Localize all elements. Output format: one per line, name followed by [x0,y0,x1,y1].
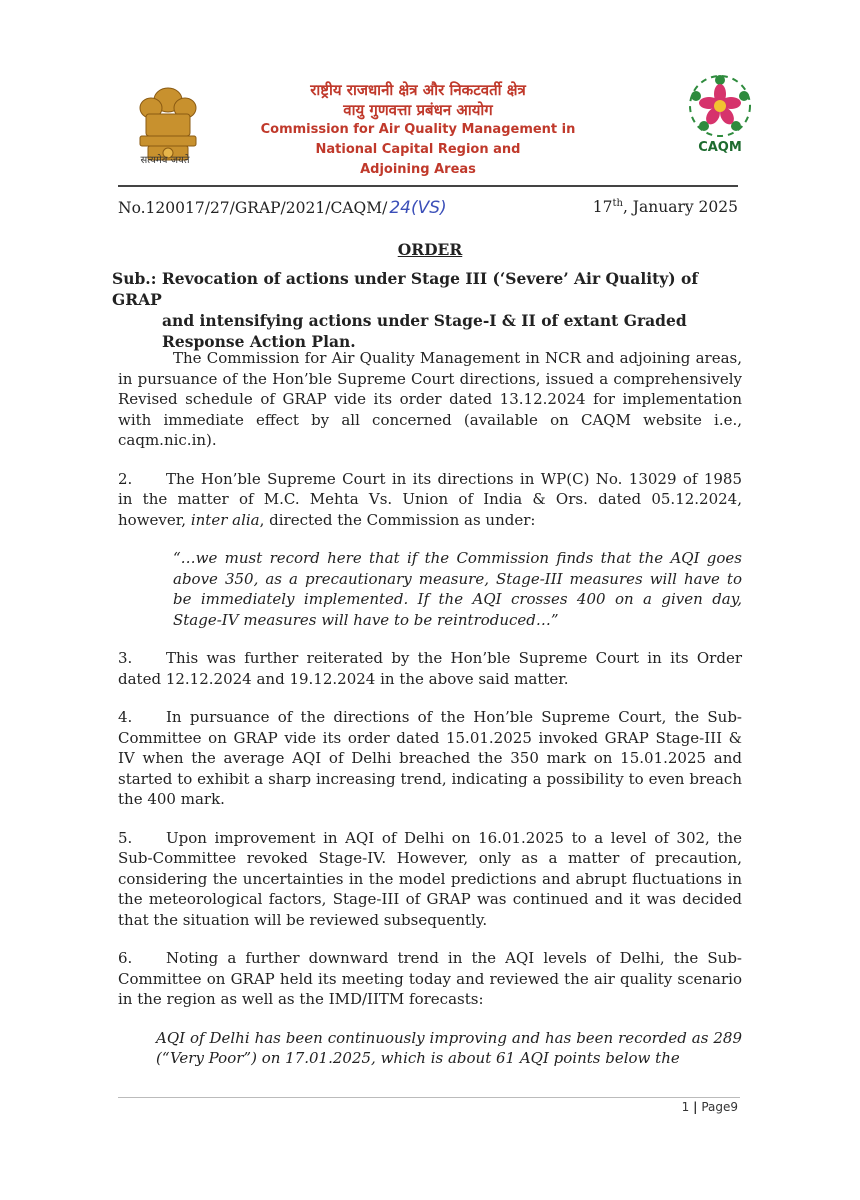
paragraph-2-text-end: , directed the Commission as under: [259,510,536,529]
reference-number [118,198,447,218]
paragraph-5 [118,828,742,931]
paragraph-4-text: In pursuance of the directions of the Hon’ble Supreme Court, the Sub-Committee on GRAP vide its order dated 15.01.2025 invoked GRAP Stage-III & IV when the average AQI of Delhi breached the 350 mark on 15.01.2025 and started to exhibit a sharp increasing trend, indicating a possibility to even breach the 400 mark. [118,708,742,808]
hindi-line-2: वायु गुणवत्ता प्रबंधन आयोग [343,101,493,119]
page-separator: | [693,1100,698,1114]
page-label: Page9 [701,1100,738,1114]
caqm-logo-text: CAQM [698,140,742,155]
paragraph-4 [118,707,742,810]
subject-line-2: and intensifying actions under Stage-I & II of extant Graded [162,311,687,330]
order-title: ORDER [397,240,463,259]
paragraph-3-text: This was further reiterated by the Hon’ble Supreme Court in its Order dated 12.12.2024 and 19.12.2024 in the above said matter. [118,649,742,688]
paragraph-5-text: Upon improvement in AQI of Delhi on 16.01.2025 to a level of 302, the Sub-Committee revoked Stage-IV. However, only as a matter of precaution, considering the uncertainties in the model predictions and abrupt fluctuations in the meteorological factors, Stage-III of GRAP was continued and it was decided that the situation will be reviewed subsequently. [118,828,742,929]
paragraph-number: 2. [118,469,133,488]
organization-header [248,80,588,180]
paragraph-6 [118,948,742,1010]
paragraph-2-italic: inter alia [190,510,260,529]
date-rest: , January 2025 [622,198,738,217]
supreme-court-quote: “…we must record here that if the Commission finds that the AQI goes above 350, as a precautionary measure, Stage-III measures will have to be immediately implemented. If the AQI crosses 400 on a given day, Stage-IV measures will have to be reintroduced…” [173,549,742,629]
paragraph-6-text: Noting a further downward trend in the AQI levels of Delhi, the Sub-Committee on GRAP held its meeting today and reviewed the air quality scenario in the region as well as the IMD/IITM forecasts: [118,949,742,1008]
handwritten-annotation: 24(VS) [389,198,447,218]
paragraph-number: 3. [118,649,133,667]
date-day: 17 [592,198,613,217]
header-divider [118,185,738,187]
subject-block [112,268,744,352]
footer-divider [118,1097,740,1098]
paragraph-number: 6. [118,949,133,967]
english-line-1: Commission for Air Quality Management in [260,122,576,137]
caqm-logo-icon [676,70,764,170]
paragraph-number: 5. [118,828,133,847]
aqi-observation-quote: AQI of Delhi has been continuously improving and has been recorded as 289 (“Very Poor”) on 17.01.2025, which is about 61 AQI points below the [156,1028,742,1067]
subject-label: Sub.: [112,269,157,288]
paragraph-2 [118,469,742,531]
english-line-2: National Capital Region and [315,142,521,157]
hindi-line-1: राष्ट्रीय राजधानी क्षेत्र और निकटवर्ती क्षेत्र [310,81,526,99]
paragraph-2-text: The Hon’ble Supreme Court in its directions in WP(C) No. 13029 of 1985 in the matter of M.C. Mehta Vs. Union of India & Ors. dated 05.12.2024, however, [118,469,742,529]
subject-line-3: Response Action Plan. [162,332,356,351]
paragraph-3 [118,648,742,689]
order-body [118,348,742,1087]
paragraph-1: The Commission for Air Quality Management in NCR and adjoining areas, in pursuance of the Hon’ble Supreme Court directions, issued a comprehensively Revised schedule of GRAP vide its order dated 13.12.2024 for implementation with immediate effect by all concerned (available on CAQM website i.e., caqm.nic.in). [118,349,742,449]
paragraph-number: 4. [118,708,133,726]
page-number: 1 [681,1100,690,1114]
order-date [593,198,738,216]
page-footer [682,1100,738,1114]
subject-line-1: Revocation of actions under Stage III (‘Severe’ Air Quality) of GRAP [112,269,698,309]
emblem-caption: सत्यमेव जयते [140,155,190,166]
reference-number-text: No.120017/27/GRAP/2021/CAQM/ [118,199,388,217]
date-suffix: th [612,198,623,209]
english-line-3: Adjoining Areas [360,162,476,177]
